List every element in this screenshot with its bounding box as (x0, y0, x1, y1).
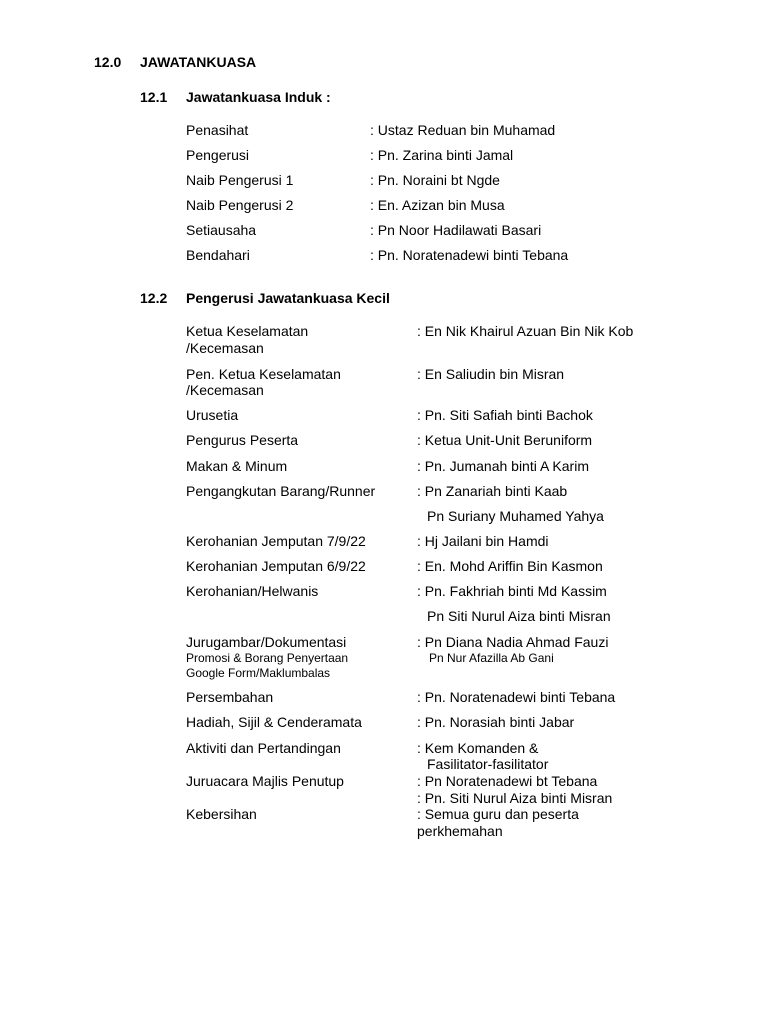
committee-member: : Pn. Norasiah binti Jabar (417, 714, 575, 730)
committee-member: : Pn Noor Hadilawati Basari (370, 222, 542, 238)
committee-role: Hadiah, Sijil & Cenderamata (186, 714, 362, 730)
committee-member: : Ustaz Reduan bin Muhamad (370, 122, 556, 138)
committee-role: Persembahan (186, 689, 274, 705)
committee-role: Pengurus Peserta (186, 432, 299, 448)
committee-member: Pn Nur Afazilla Ab Gani (429, 651, 554, 665)
committee-member: : Pn. Noratenadewi binti Tebana (417, 689, 616, 705)
committee-role: Naib Pengerusi 2 (186, 197, 294, 213)
committee-member: : Hj Jailani bin Hamdi (417, 533, 549, 549)
committee-member: : Pn. Zarina binti Jamal (370, 147, 514, 163)
committee-role: Bendahari (186, 247, 250, 263)
committee-member: : Pn Diana Nadia Ahmad Fauzi (417, 634, 609, 650)
section-number: 12.0 (94, 54, 122, 70)
committee-member: : Pn. Fakhriah binti Md Kassim (417, 583, 607, 599)
subsection-title: Jawatankuasa Induk : (186, 89, 331, 105)
committee-member: : Pn. Jumanah binti A Karim (417, 458, 589, 474)
committee-role: Kebersihan (186, 806, 257, 822)
committee-role: /Kecemasan (186, 382, 264, 398)
committee-role: Promosi & Borang Penyertaan (186, 651, 349, 665)
committee-member: : En. Azizan bin Musa (370, 197, 505, 213)
committee-member: : En Nik Khairul Azuan Bin Nik Kob (417, 323, 634, 339)
committee-role: Ketua Keselamatan (186, 323, 309, 339)
subsection-number: 12.1 (140, 89, 168, 105)
subsection-title: Pengerusi Jawatankuasa Kecil (186, 290, 390, 306)
subsection-number: 12.2 (140, 290, 168, 306)
committee-member: Fasilitator-fasilitator (427, 756, 549, 772)
committee-member: : Pn. Noraini bt Ngde (370, 172, 500, 188)
committee-role: Penasihat (186, 122, 249, 138)
committee-member: : Pn. Noratenadewi binti Tebana (370, 247, 569, 263)
committee-role: Setiausaha (186, 222, 257, 238)
committee-member: : Ketua Unit-Unit Beruniform (417, 432, 593, 448)
committee-role: Urusetia (186, 407, 239, 423)
committee-member: : En Saliudin bin Misran (417, 366, 565, 382)
committee-member: : Pn. Siti Safiah binti Bachok (417, 407, 593, 423)
section-title: JAWATANKUASA (140, 54, 257, 70)
committee-member: : Pn Noratenadewi bt Tebana (417, 773, 598, 789)
committee-role: Kerohanian Jemputan 7/9/22 (186, 533, 366, 549)
committee-member: : Kem Komanden & (417, 740, 539, 756)
committee-role: Google Form/Maklumbalas (186, 666, 331, 680)
committee-member: Pn Siti Nurul Aiza binti Misran (427, 608, 611, 624)
committee-role: Kerohanian/Helwanis (186, 583, 319, 599)
committee-role: Kerohanian Jemputan 6/9/22 (186, 558, 366, 574)
committee-role: Aktiviti dan Pertandingan (186, 740, 341, 756)
committee-member: : Semua guru dan peserta (417, 806, 579, 822)
committee-member: Pn Suriany Muhamed Yahya (427, 508, 604, 524)
committee-role: Pengangkutan Barang/Runner (186, 483, 376, 499)
committee-role: Makan & Minum (186, 458, 288, 474)
committee-member: perkhemahan (417, 823, 503, 839)
committee-role: Pengerusi (186, 147, 250, 163)
committee-member: : En. Mohd Ariffin Bin Kasmon (417, 558, 603, 574)
committee-role: Pen. Ketua Keselamatan (186, 366, 341, 382)
committee-member: : Pn. Siti Nurul Aiza binti Misran (417, 790, 613, 806)
committee-role: Juruacara Majlis Penutup (186, 773, 344, 789)
committee-role: Jurugambar/Dokumentasi (186, 634, 347, 650)
committee-role: /Kecemasan (186, 340, 264, 356)
committee-role: Naib Pengerusi 1 (186, 172, 294, 188)
committee-member: : Pn Zanariah binti Kaab (417, 483, 568, 499)
